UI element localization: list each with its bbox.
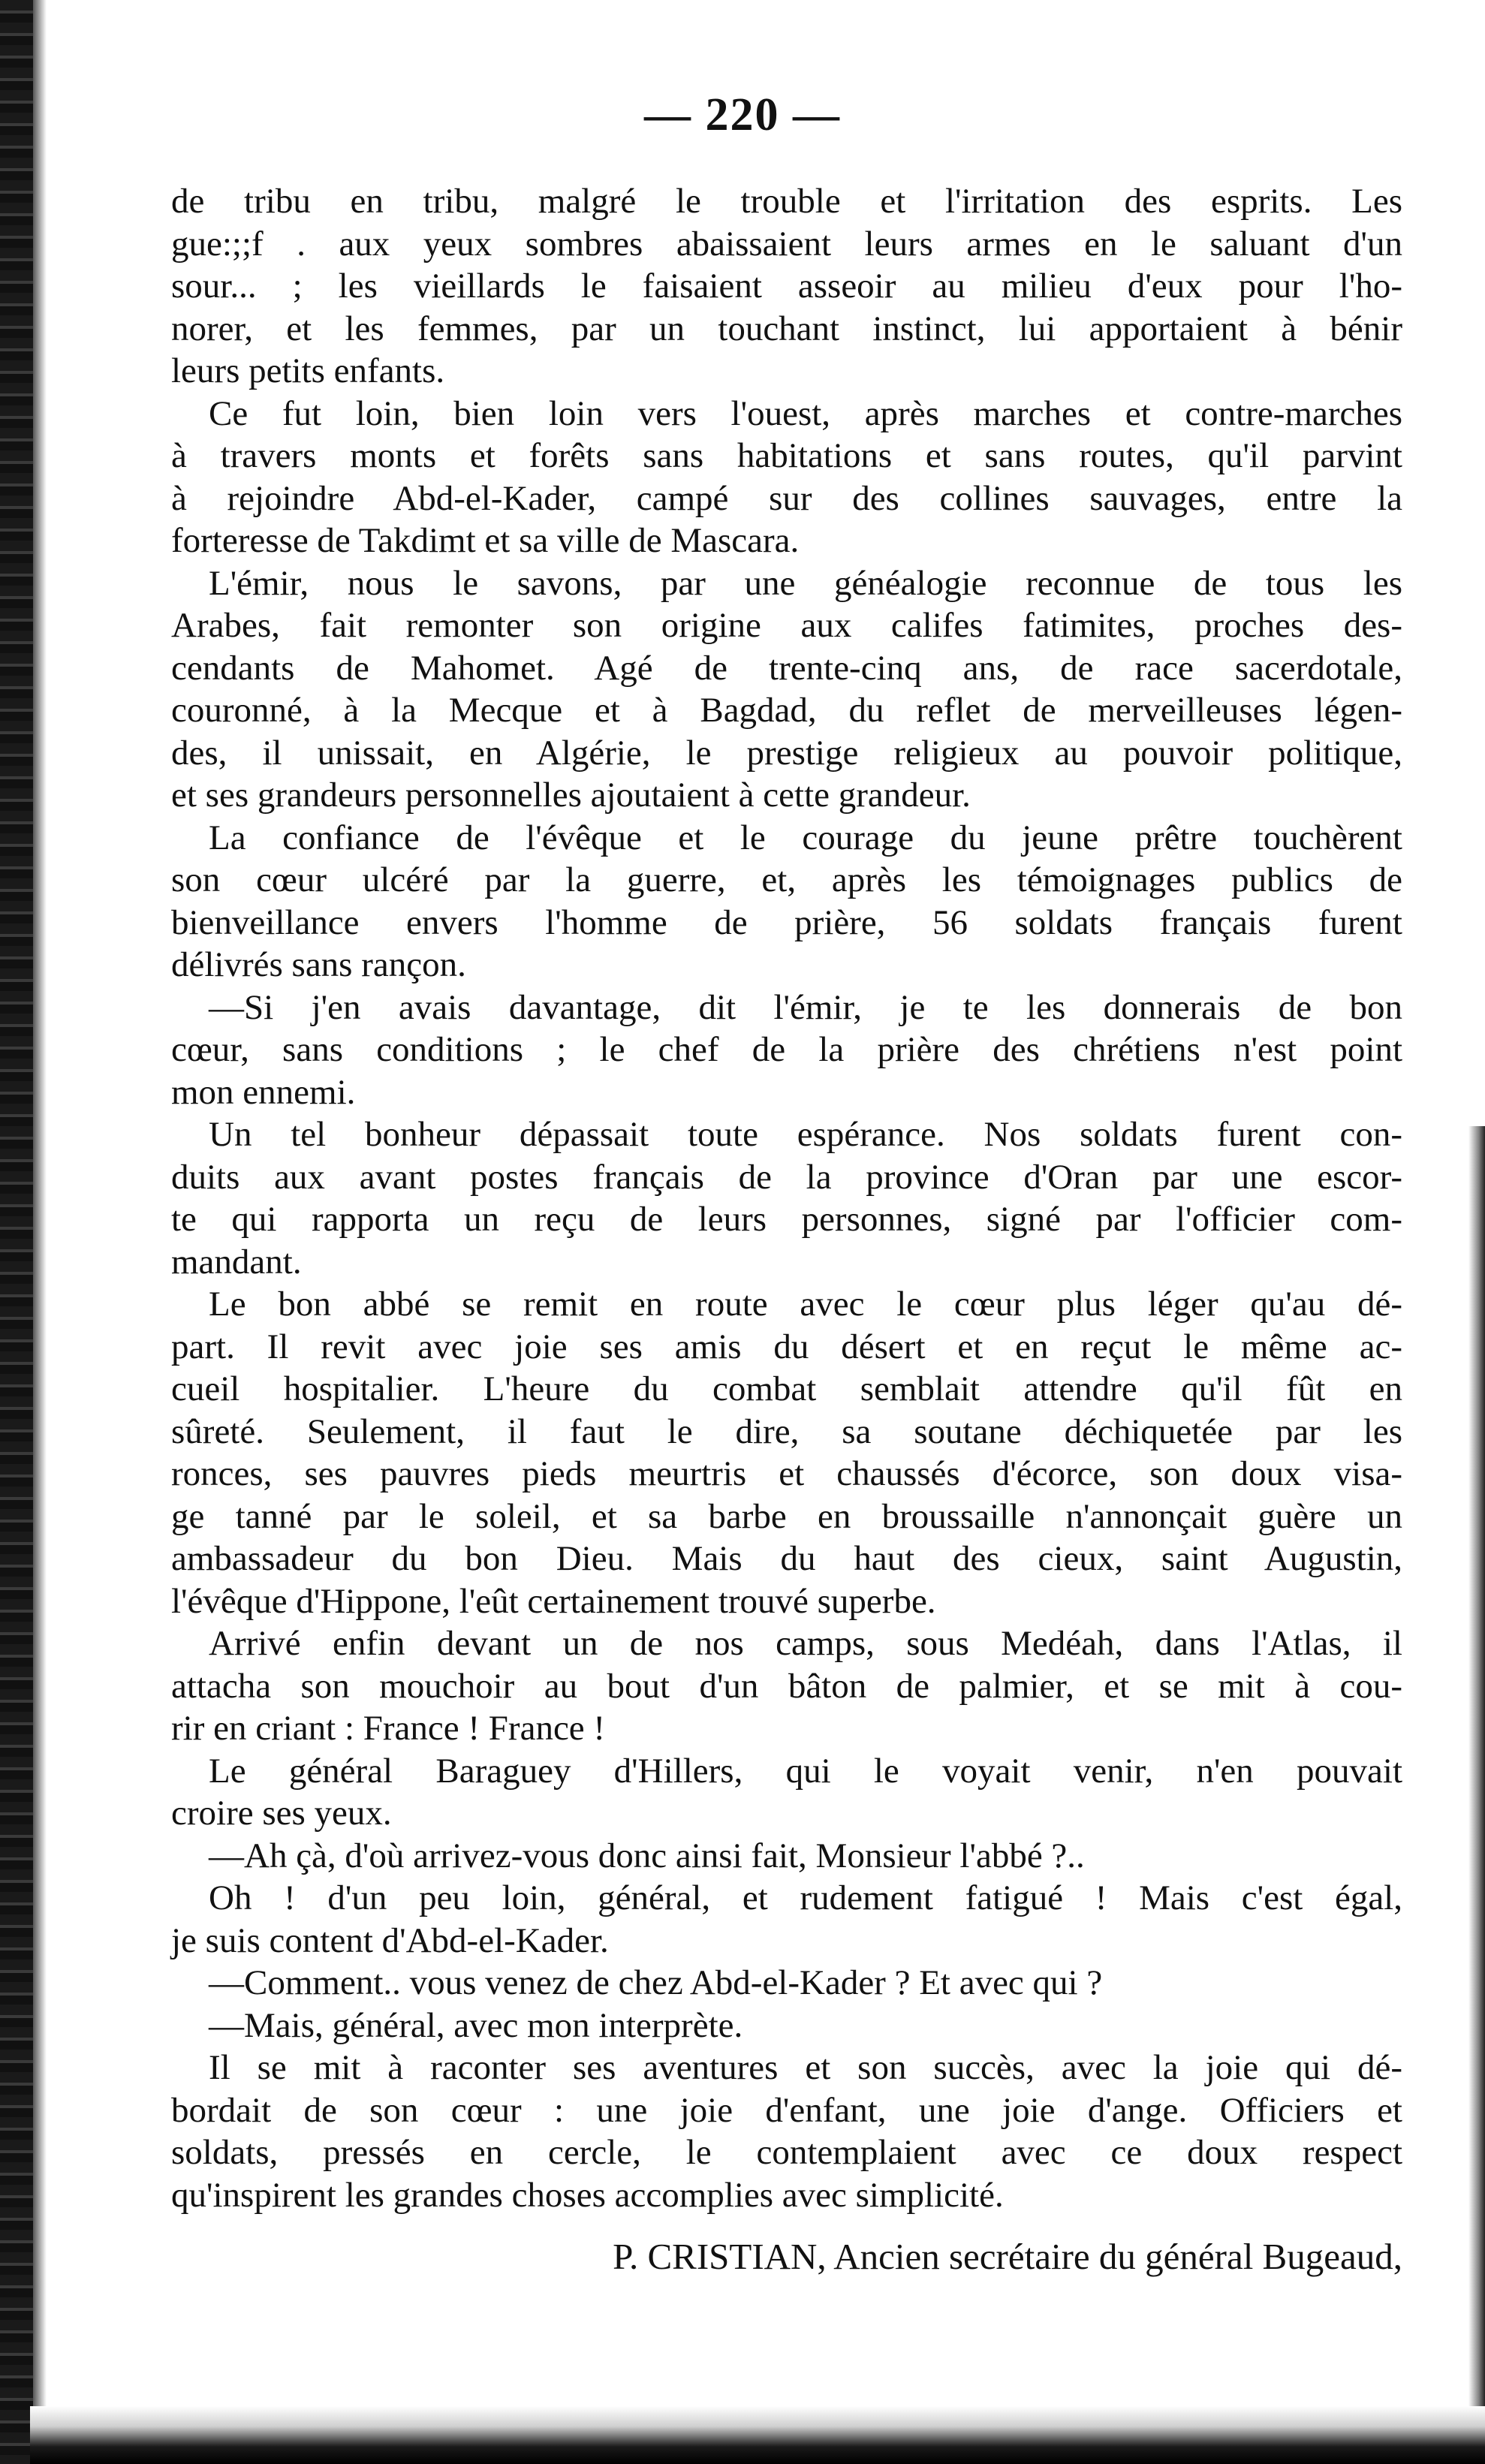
text-line: des, il unissait, en Algérie, le prestige religieux au pouvoir politique, [171, 733, 1402, 773]
text-line: Oh ! d'un peu loin, général, et rudement fatigué ! Mais c'est égal, [209, 1878, 1402, 1917]
text-line: Le général Baraguey d'Hillers, qui le voyait venir, n'en pouvait [209, 1751, 1402, 1791]
text-line: La confiance de l'évêque et le courage du jeune prêtre touchèrent [209, 818, 1402, 857]
text-line: et ses grandeurs personnelles ajoutaient à cette grandeur. [171, 776, 971, 815]
text-line: L'émir, nous le savons, par une généalogie reconnue de tous les [209, 563, 1402, 603]
text-line: cueil hospitalier. L'heure du combat semblait attendre qu'il fût en [171, 1369, 1402, 1408]
text-line: soldats, pressés en cercle, le contemplaient avec ce doux respect [171, 2133, 1402, 2172]
text-line: bordait de son cœur : une joie d'enfant, une joie d'ange. Officiers et [171, 2090, 1402, 2130]
text-line: norer, et les femmes, par un touchant instinct, lui apportaient à bénir [171, 309, 1402, 348]
text-line: Arabes, fait remonter son origine aux califes fatimites, proches des- [171, 606, 1402, 645]
text-line: sour... ; les vieillards le faisaient asseoir au milieu d'eux pour l'ho- [171, 267, 1402, 306]
text-line: ambassadeur du bon Dieu. Mais du haut des cieux, saint Augustin, [171, 1539, 1402, 1578]
text-line: leurs petits enfants. [171, 351, 445, 390]
text-line: délivrés sans rançon. [171, 945, 466, 984]
text-line: l'évêque d'Hippone, l'eût certainement trouvé superbe. [171, 1581, 936, 1621]
text-line: qu'inspirent les grandes choses accomplies avec simplicité. [171, 2175, 1004, 2215]
text-line: ge tanné par le soleil, et sa barbe en broussaille n'annonçait guère un [171, 1496, 1402, 1536]
text-line: forteresse de Takdimt et sa ville de Mascara. [171, 521, 800, 560]
text-line: gue:;;f . aux yeux sombres abaissaient leurs armes en le saluant d'un [171, 224, 1402, 264]
text-line: à travers monts et forêts sans habitations et sans routes, qu'il parvint [171, 436, 1402, 475]
text-line: cœur, sans conditions ; le chef de la prière des chrétiens n'est point [171, 1030, 1402, 1069]
text-line: —Ah çà, d'où arrivez-vous donc ainsi fait, Monsieur l'abbé ?.. [209, 1836, 1085, 1875]
text-line: —Comment.. vous venez de chez Abd-el-Kader ? Et avec qui ? [209, 1963, 1103, 2002]
page-bottom-edge-shadow [30, 2406, 1485, 2464]
text-line: Il se mit à raconter ses aventures et son succès, avec la joie qui dé- [209, 2048, 1402, 2087]
signature: P. CRISTIAN, Ancien secrétaire du général Bugeaud, [613, 2236, 1402, 2277]
text-line: rir en criant : France ! France ! [171, 1709, 606, 1748]
page-number: — 220 — [644, 89, 841, 140]
text-line: —Si j'en avais davantage, dit l'émir, je te les donnerais de bon [209, 987, 1402, 1027]
text-line: duits aux avant postes français de la province d'Oran par une escor- [171, 1157, 1402, 1197]
page-right-edge-shadow [1468, 1126, 1485, 2464]
text-line: à rejoindre Abd-el-Kader, campé sur des collines sauvages, entre la [171, 478, 1402, 518]
text-line: couronné, à la Mecque et à Bagdad, du reflet de merveilleuses légen- [171, 691, 1402, 730]
text-line: Le bon abbé se remit en route avec le cœur plus léger qu'au dé- [209, 1285, 1402, 1324]
text-line: sûreté. Seulement, il faut le dire, sa soutane déchiquetée par les [171, 1411, 1402, 1451]
text-line: cendants de Mahomet. Agé de trente-cinq ans, de race sacerdotale, [171, 648, 1402, 688]
text-line: bienveillance envers l'homme de prière, 56 soldats français furent [171, 902, 1402, 942]
text-line: mandant. [171, 1242, 302, 1282]
text-line: Arrivé enfin devant un de nos camps, sous Medéah, dans l'Atlas, il [209, 1624, 1402, 1663]
body-text [171, 180, 1402, 2279]
text-line: Un tel bonheur dépassait toute espérance. Nos soldats furent con- [209, 1115, 1402, 1154]
text-line: croire ses yeux. [171, 1794, 392, 1833]
text-line: je suis content d'Abd-el-Kader. [171, 1920, 609, 1960]
book-binding-edge [0, 0, 33, 2464]
text-line: ronces, ses pauvres pieds meurtris et chaussés d'écorce, son doux visa- [171, 1454, 1402, 1493]
text-line: mon ennemi. [171, 1072, 356, 1112]
text-line: son cœur ulcéré par la guerre, et, après les témoignages publics de [171, 860, 1402, 899]
text-line: part. Il revit avec joie ses amis du désert et en reçut le même ac- [171, 1327, 1402, 1366]
binding-shadow [33, 0, 47, 2464]
text-line: te qui rapporta un reçu de leurs personnes, signé par l'officier com- [171, 1200, 1402, 1239]
text-line: —Mais, général, avec mon interprète. [209, 2005, 743, 2045]
text-line: attacha son mouchoir au bout d'un bâton de palmier, et se mit à cou- [171, 1666, 1402, 1706]
text-line: Ce fut loin, bien loin vers l'ouest, après marches et contre-marches [209, 393, 1402, 433]
text-line: de tribu en tribu, malgré le trouble et l'irritation des esprits. Les [171, 182, 1402, 221]
